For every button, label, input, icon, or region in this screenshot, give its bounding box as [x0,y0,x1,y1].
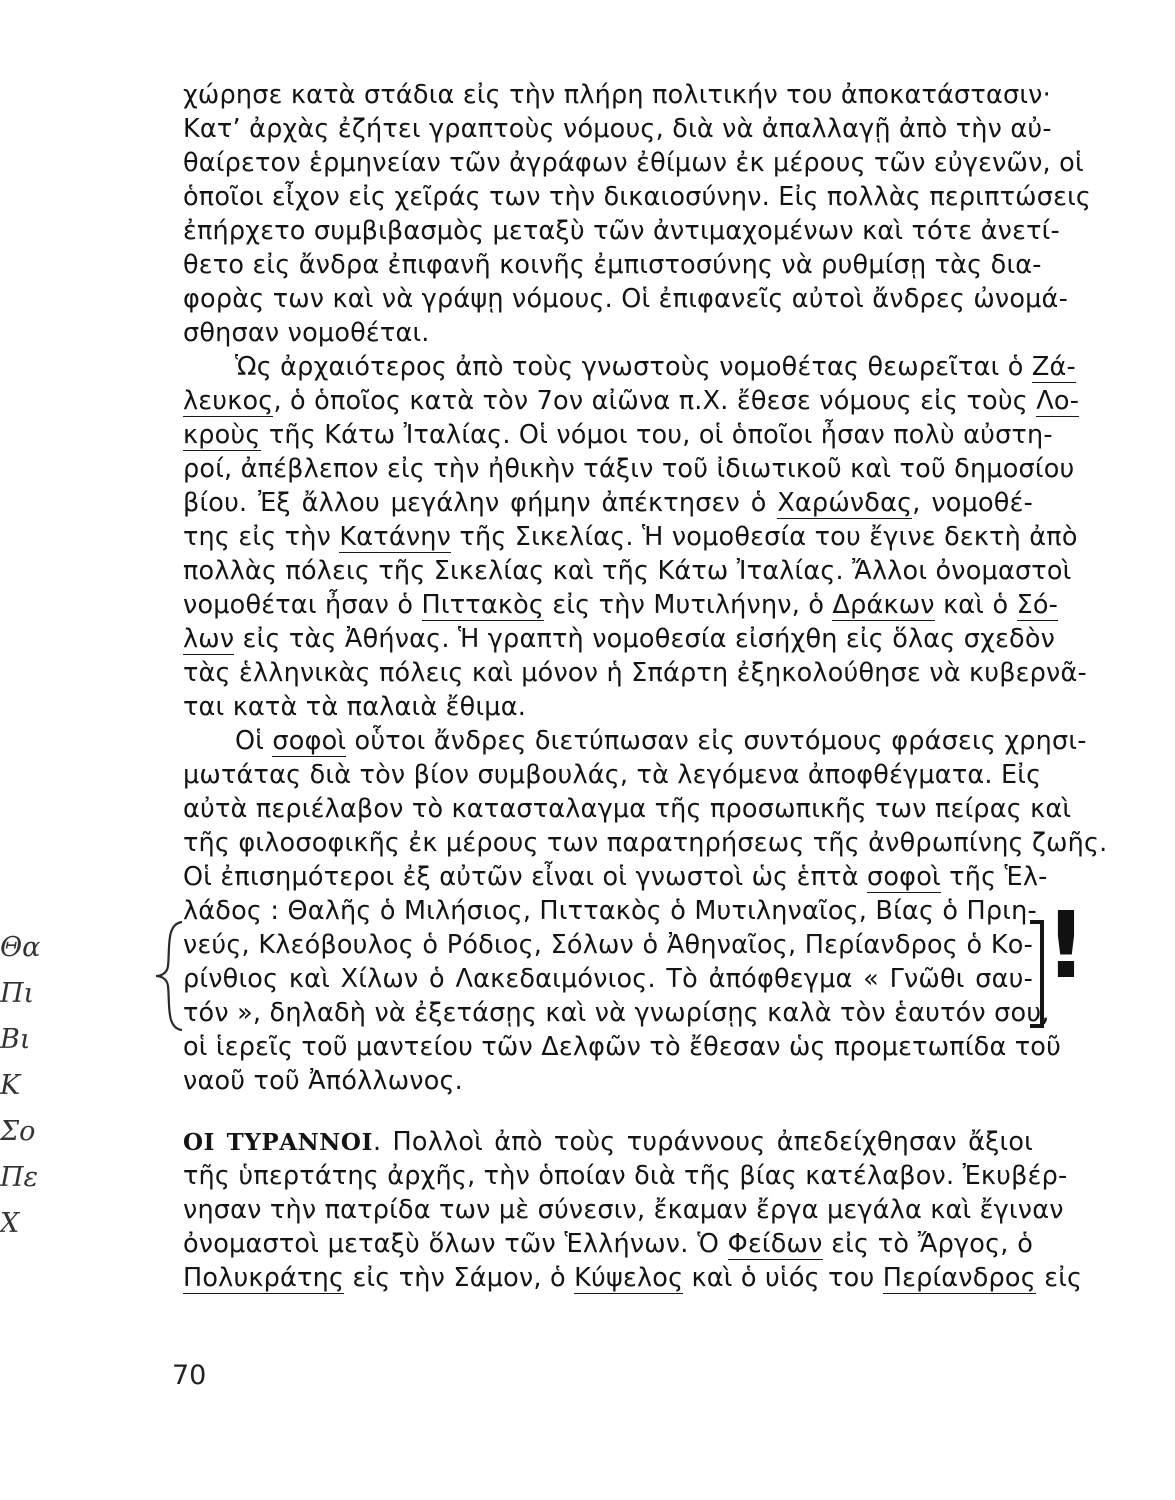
text-line [183,826,1108,860]
text-run: ὁποῖοι εἶχον εἰς χεῖράς των τὴν δικαιοσύνην. Εἰς πολλὰς περιπτώσεις [183,182,1092,212]
text-line [183,724,1087,758]
text-line [183,146,1084,180]
text-run: , ὁ ὁποῖος κατὰ τὸν 7ον αἰῶνα π.Χ. ἔθεσε νόμους εἰς τοὺς [273,386,1037,416]
text-line [183,214,1060,248]
text-run: τόν », δηλαδὴ νὰ ἐξετάσῃς καὶ νὰ γνωρίσῃς καλὰ τὸν ἑαυτόν σου, [183,998,1050,1028]
underlined-term: λευκος [183,386,274,416]
text-run: πολλὰς πόλεις τῆς Σικελίας καὶ τῆς Κάτω Ἰταλίας. Ἄλλοι ὀνομαστοὶ [183,556,1072,586]
underlined-term: Κύψελος [574,1263,684,1293]
underlined-term: Κατάνην [339,522,452,552]
text-line [183,962,1033,996]
underlined-term: Πολυκράτης [183,1263,345,1293]
text-run: ἐπήρχετο συμβιβασμὸς μεταξὺ τῶν ἀντιμαχομένων καὶ τότε ἀνετί- [183,216,1060,246]
text-run: μωτάτας διὰ τὸν βίον συμβουλάς, τὰ λεγόμενα ἀποφθέγματα. Εἰς [183,760,1042,790]
underlined-term: σοφοὶ [272,726,347,756]
text-run: ναοῦ τοῦ Ἀπόλλωνος. [183,1066,463,1096]
body-text [183,78,1108,1295]
section-heading: ΟΙ ΤΥΡΑΝΝΟΙ [183,1129,373,1156]
text-run: τὰς ἑλληνικὰς πόλεις καὶ μόνον ἡ Σπάρτη ἐξηκολούθησε νὰ κυβερνᾶ- [183,658,1087,688]
underlined-term: Φείδων [727,1229,823,1259]
page-number: 70 [172,1360,207,1391]
handwritten-brace-icon [152,918,186,1034]
margin-note-item: Σο [0,1116,36,1147]
text-run: αὐτὰ περιέλαβον τὸ κατασταλαγμα τῆς προσωπικῆς των πείρας καὶ [183,794,1072,824]
text-run: εἰς τὰς Ἀθήνας. Ἡ γραπτὴ νομοθεσία εἰσήχθη εἰς ὅλας σχεδὸν [234,624,1056,654]
text-run: ρίνθιος καὶ Χίλων ὁ Λακεδαιμόνιος. Τὸ ἀπόφθεγμα « Γνῶθι σαυ- [183,964,1033,994]
text-run: νομοθέται ἦσαν ὁ [183,590,422,620]
text-line [183,1125,1033,1159]
text-line [183,894,1037,928]
text-run: τῆς ὑπερτάτης ἀρχῆς, τὴν ὁποίαν διὰ τῆς βίας κατέλαβον. Ἐκυβέρ- [183,1161,1068,1191]
margin-note-item: Βι [0,1024,31,1055]
text-line [183,486,1033,520]
text-line [183,622,1056,656]
text-run: τῆς φιλοσοφικῆς ἐκ μέρους των παρατηρήσεως τῆς ἀνθρωπίνης ζωῆς. [183,828,1108,858]
text-run: νησαν τὴν πατρίδα των μὲ σύνεσιν, ἔκαμαν ἔργα μεγάλα καὶ ἔγιναν [183,1195,1064,1225]
text-run: τῆς Σικελίας. Ἡ νομοθεσία του ἔγινε δεκτὴ ἀπὸ [451,522,1078,552]
text-line [183,554,1072,588]
underlined-term: κροὺς [183,420,261,450]
underlined-term: Χαρώνδας [777,488,913,518]
text-line [183,78,1051,112]
text-line [183,384,1080,418]
text-run: καὶ ὁ υἱός του [683,1263,883,1293]
text-run: φορὰς των καὶ νὰ γράψῃ νόμους. Οἱ ἐπιφανεῖς αὐτοὶ ἄνδρες ὠνομά- [183,284,1068,314]
text-run: σθησαν νομοθέται. [183,318,430,348]
handwritten-margin-note [0,925,60,1247]
text-run: νεύς, Κλεόβουλος ὁ Ρόδιος, Σόλων ὁ Ἀθηναῖος, Περίανδρος ὁ Κο- [183,930,1033,960]
margin-note-item: Χ [0,1208,20,1239]
underlined-term: Περίανδρος [882,1263,1036,1293]
text-run: της εἰς τὴν [183,522,340,552]
text-line [183,112,1052,146]
margin-note-item: Θα [0,932,41,963]
text-line [183,792,1072,826]
text-line [183,588,1059,622]
text-run: θετο εἰς ἄνδρα ἐπιφανῆ κοινῆς ἐμπιστοσύνης νὰ ρυθμίσῃ τὰς δια- [183,250,1042,280]
text-run: χώρησε κατὰ στάδια εἰς τὴν πλήρη πολιτικήν του ἀποκατάστασιν· [183,80,1051,110]
text-line [183,928,1033,962]
margin-note-item: Κ [0,1070,21,1101]
text-line [183,1193,1064,1227]
text-line [183,860,1048,894]
text-line [183,656,1087,690]
text-run: Οἱ ἐπισημότεροι ἐξ αὐτῶν εἶναι οἱ γνωστοὶ ὡς ἑπτὰ [183,862,868,892]
text-line [183,282,1068,316]
text-run: τῆς Κάτω Ἰταλίας. Οἱ νόμοι του, οἱ ὁποῖοι ἦσαν πολὺ αὐστη- [260,420,1053,450]
text-line [183,1227,1033,1261]
text-line [183,1064,1033,1098]
text-run: ται κατὰ τὰ παλαιὰ ἔθιμα. [183,692,527,722]
text-line [183,248,1042,282]
text-line [183,520,1078,554]
text-line [183,1261,1083,1295]
text-run: , νομοθέ- [912,488,1033,518]
text-run: εἰς τὴν Σάμον, ὁ [344,1263,575,1293]
underlined-term: σοφοὶ [867,862,941,892]
text-run: καὶ ὁ [934,590,1017,620]
margin-note-item: Πι [0,978,35,1009]
text-line [183,758,1042,792]
text-run: οἱ ἱερεῖς τοῦ μαντείου τῶν Δελφῶν τὸ ἔθεσαν ὡς προμετωπίδα τοῦ [183,1032,1062,1062]
text-line [183,350,1076,384]
exclamation-mark: ! [1045,892,1087,999]
underlined-term: Σό- [1016,590,1059,620]
text-run: ὀνομαστοὶ μεταξὺ ὅλων τῶν Ἑλλήνων. Ὁ [183,1229,728,1259]
underlined-term: Δράκων [832,590,935,620]
text-line [183,418,1053,452]
underlined-term: Ζά- [1031,352,1076,382]
text-run: τῆς Ἑλ- [940,862,1048,892]
text-line [183,996,1050,1030]
text-line [183,1159,1068,1193]
text-run: εἰς τὴν Μυτιλήνην, ὁ [544,590,833,620]
text-line [183,452,1075,486]
handwritten-bracket-icon [1028,918,1046,1030]
text-run: Οἱ [235,726,273,756]
text-run: ροί, ἀπέβλεπον εἰς τὴν ἠθικὴν τάξιν τοῦ ἰδιωτικοῦ καὶ τοῦ δημοσίου [183,454,1075,484]
text-run: . Πολλοὶ ἀπὸ τοὺς τυράννους ἀπεδείχθησαν ἄξιοι [372,1127,1034,1157]
text-run: οὗτοι ἄνδρες διετύπωσαν εἰς συντόμους φράσεις χρησι- [346,726,1087,756]
text-run: λάδος : Θαλῆς ὁ Μιλήσιος, Πιττακὸς ὁ Μυτιληναῖος, Βίας ὁ Πριη- [183,896,1037,926]
underlined-term: Πιττακὸς [421,590,545,620]
text-line [183,690,1033,724]
text-run: θαίρετον ἑρμηνείαν τῶν ἀγράφων ἐθίμων ἐκ μέρους τῶν εὐγενῶν, οἱ [183,148,1084,178]
text-run: βίου. Ἐξ ἄλλου μεγάλην φήμην ἀπέκτησεν ὁ [183,488,778,518]
section-gap [183,1098,1033,1125]
text-line [183,1030,1062,1064]
text-line [183,180,1092,214]
text-run: Ὡς ἀρχαιότερος ἀπὸ τοὺς γνωστοὺς νομοθέτας θεωρεῖται ὁ [235,352,1032,382]
underlined-term: Λο- [1036,386,1080,416]
text-run: εἰς [1035,1263,1083,1293]
underlined-term: λων [183,624,235,654]
margin-note-item: Πε [0,1162,39,1193]
text-line [183,316,1033,350]
text-run: Κατ’ ἀρχὰς ἐζήτει γραπτοὺς νόμους, διὰ νὰ ἀπαλλαγῇ ἀπὸ τὴν αὐ- [183,114,1052,144]
text-run: εἰς τὸ Ἄργος, ὁ [822,1229,1033,1259]
